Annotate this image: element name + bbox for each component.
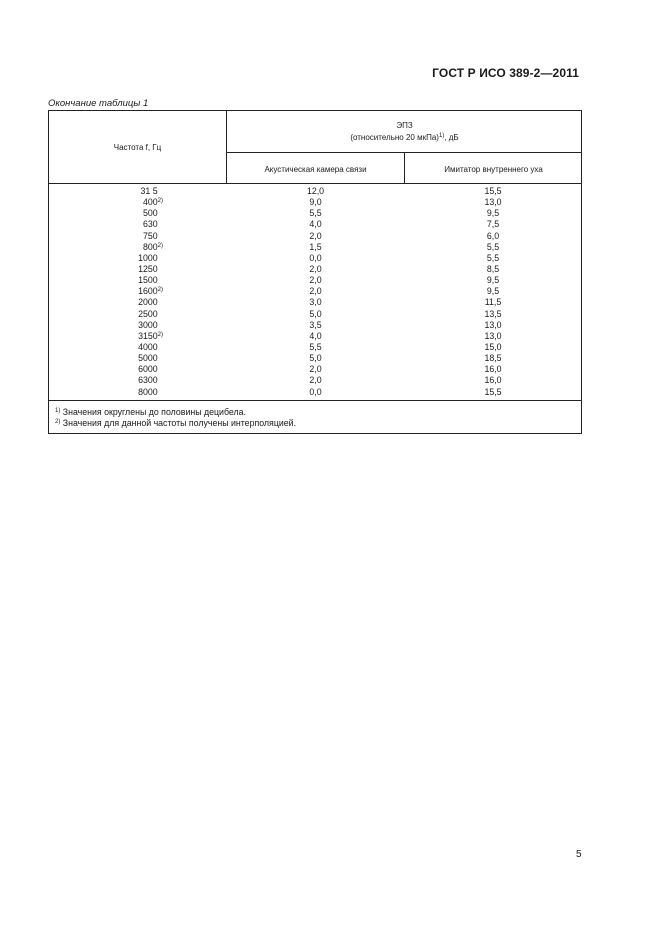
acoustic-coupler-header: Акустическая камера связи xyxy=(264,165,367,174)
frequency-cell xyxy=(49,275,227,286)
frequency-value xyxy=(113,208,163,219)
frequency-header: Частота f, Гц xyxy=(113,143,162,152)
ear-simulator-header: Имитатор внутреннего уха xyxy=(444,165,543,174)
frequency-cell xyxy=(49,309,227,320)
frequency-text: 3150 xyxy=(138,330,158,341)
acoustic-coupler-cell: 5,5 xyxy=(309,341,322,352)
frequency-text: 1000 xyxy=(138,252,158,263)
ear-simulator-cell: 9,5 xyxy=(486,208,500,219)
frequency-text: 1600 xyxy=(138,286,158,297)
ear-simulator-cell: 9,5 xyxy=(486,275,500,286)
frequency-text: 400 xyxy=(142,197,158,208)
acoustic-coupler-cell: 4,0 xyxy=(309,330,322,341)
acoustic-coupler-cell: 5,0 xyxy=(309,353,322,364)
frequency-cell xyxy=(49,286,227,297)
frequency-text: 6000 xyxy=(138,364,158,375)
frequency-value xyxy=(113,264,163,275)
acoustic-coupler-cell: 5,0 xyxy=(309,308,322,319)
frequency-cell xyxy=(49,197,227,208)
frequency-value xyxy=(113,375,163,386)
frequency-cell xyxy=(49,375,227,386)
acoustic-coupler-cell: 2,0 xyxy=(309,230,322,241)
frequency-cell xyxy=(49,264,227,275)
acoustic-coupler-cell: 3,5 xyxy=(309,319,322,330)
page-number: 5 xyxy=(576,849,582,860)
acoustic-coupler-cell: 0,0 xyxy=(309,252,322,263)
frequency-text: 2500 xyxy=(138,308,158,319)
ear-simulator-cell: 8,5 xyxy=(486,263,500,274)
footnote xyxy=(55,418,296,429)
document-header: ГОСТ Р ИСО 389-2—2011 xyxy=(432,66,579,80)
ear-simulator-cell: 18,5 xyxy=(484,353,502,364)
ear-simulator-cell: 13,0 xyxy=(484,330,502,341)
acoustic-coupler-cell: 2,0 xyxy=(309,286,322,297)
frequency-cell xyxy=(49,297,227,308)
frequency-value xyxy=(113,297,163,308)
frequency-text: 6300 xyxy=(138,375,158,386)
frequency-text: 750 xyxy=(142,230,158,241)
frequency-cell xyxy=(49,364,227,375)
frequency-value xyxy=(113,387,163,398)
frequency-text: 1500 xyxy=(138,275,158,286)
table-notes xyxy=(55,407,296,429)
frequency-value xyxy=(113,275,163,286)
footnote-mark: 2) xyxy=(157,198,163,205)
frequency-cell xyxy=(49,242,227,253)
frequency-value xyxy=(113,231,163,242)
frequency-text: 8000 xyxy=(138,386,158,397)
acoustic-coupler-cell: 2,0 xyxy=(309,275,322,286)
header-divider xyxy=(226,152,582,153)
acoustic-coupler-column xyxy=(227,186,404,398)
frequency-column xyxy=(49,186,227,398)
acoustic-coupler-cell: 0,0 xyxy=(309,386,322,397)
ear-simulator-cell: 15,0 xyxy=(484,341,502,352)
frequency-text: 5000 xyxy=(138,353,158,364)
data-table xyxy=(48,110,582,434)
acoustic-coupler-cell: 2,0 xyxy=(309,263,322,274)
acoustic-coupler-cell: 4,0 xyxy=(309,219,322,230)
footnote-mark: 2) xyxy=(157,287,163,294)
frequency-value xyxy=(113,186,163,197)
frequency-cell xyxy=(49,231,227,242)
ear-simulator-cell: 11,5 xyxy=(484,297,502,308)
ear-simulator-cell: 15,5 xyxy=(484,186,502,196)
footnote xyxy=(55,407,296,418)
frequency-cell xyxy=(49,353,227,364)
frequency-cell xyxy=(49,342,227,353)
footnote-mark: 2) xyxy=(157,331,163,338)
group-header xyxy=(227,120,582,144)
frequency-cell xyxy=(49,320,227,331)
frequency-cell xyxy=(49,331,227,342)
footnote-mark: 2) xyxy=(55,419,61,425)
ear-simulator-cell: 13,0 xyxy=(484,319,502,330)
acoustic-coupler-cell: 12,0 xyxy=(306,186,325,196)
frequency-value xyxy=(113,320,163,331)
frequency-text: 31 5 xyxy=(140,186,158,196)
frequency-text: 500 xyxy=(142,208,158,219)
acoustic-coupler-cell: 2,0 xyxy=(309,375,322,386)
group-header-subtitle: (относительно 20 мкПа)$^{1)}$, дБ xyxy=(350,133,459,142)
frequency-value xyxy=(113,309,163,320)
footnote-text: Значения для данной частоты получены интерполяцией. xyxy=(60,418,297,428)
frequency-text: 630 xyxy=(142,219,158,230)
frequency-value xyxy=(113,342,163,353)
group-header-title: ЭПЗ xyxy=(396,121,413,130)
frequency-cell xyxy=(49,387,227,398)
acoustic-coupler-cell: 9,0 xyxy=(309,197,322,208)
acoustic-coupler-cell: 5,5 xyxy=(309,208,322,219)
frequency-text: 800 xyxy=(142,241,158,252)
ear-simulator-column xyxy=(404,186,582,398)
frequency-value xyxy=(113,242,163,253)
footnote-mark: 1) xyxy=(55,408,61,414)
table-caption: Окончание таблицы 1 xyxy=(48,98,149,109)
ear-simulator-cell: 9,5 xyxy=(486,286,500,297)
ear-simulator-cell: 6,0 xyxy=(486,230,500,241)
footnote-text: Значения округлены до половины децибела. xyxy=(60,407,246,417)
frequency-value xyxy=(113,253,163,264)
footnote-mark: 2) xyxy=(157,242,163,249)
frequency-text: 3000 xyxy=(138,319,158,330)
acoustic-coupler-cell: 2,0 xyxy=(309,364,322,375)
frequency-text: 2000 xyxy=(138,297,158,308)
frequency-value xyxy=(113,219,163,230)
ear-simulator-cell: 13,5 xyxy=(484,308,502,319)
ear-simulator-cell: 5,5 xyxy=(486,252,500,263)
frequency-text: 4000 xyxy=(138,341,158,352)
frequency-text: 1250 xyxy=(138,263,158,274)
acoustic-coupler-cell: 3,0 xyxy=(309,297,322,308)
notes-divider xyxy=(49,400,581,401)
frequency-value xyxy=(113,353,163,364)
ear-simulator-cell: 16,0 xyxy=(484,375,502,386)
frequency-cell xyxy=(49,186,227,197)
ear-simulator-cell: 13,0 xyxy=(484,197,502,208)
frequency-cell xyxy=(49,219,227,230)
header-bottom-rule xyxy=(49,183,581,184)
frequency-value xyxy=(113,286,163,297)
frequency-cell xyxy=(49,253,227,264)
frequency-value xyxy=(113,197,163,208)
ear-simulator-cell: 5,5 xyxy=(486,241,500,252)
frequency-value xyxy=(113,364,163,375)
ear-simulator-cell: 15,5 xyxy=(484,386,502,397)
ear-simulator-cell: 16,0 xyxy=(484,364,502,375)
acoustic-coupler-cell: 1,5 xyxy=(309,241,322,252)
frequency-value xyxy=(113,331,163,342)
frequency-cell xyxy=(49,208,227,219)
ear-simulator-cell: 7,5 xyxy=(486,219,500,230)
